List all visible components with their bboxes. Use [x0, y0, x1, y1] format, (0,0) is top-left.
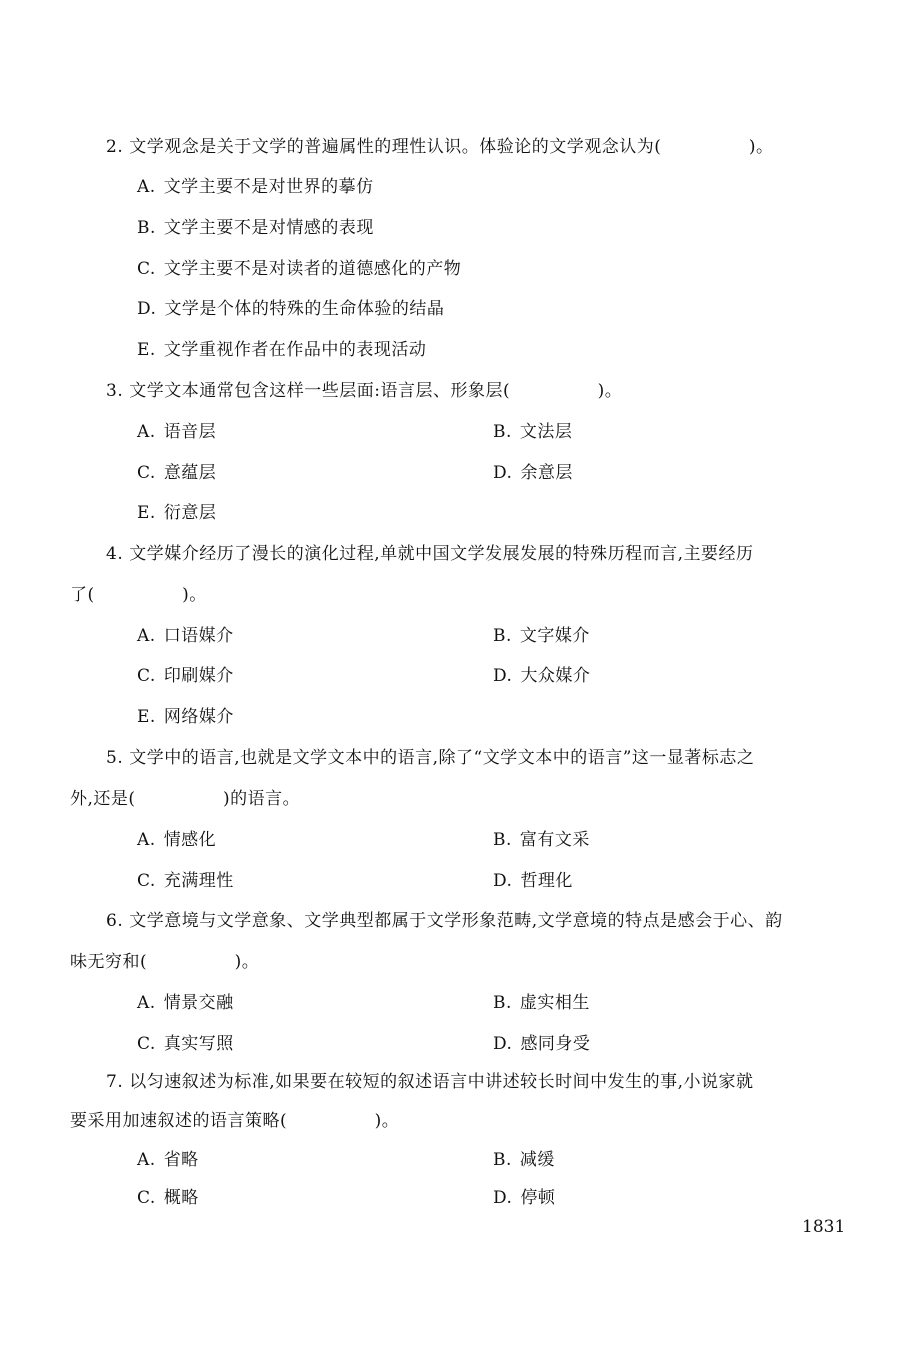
question-text: 文学意境与文学意象、文学典型都属于文学形象范畴,文学意境的特点是感会于心、韵 [129, 911, 783, 931]
option-text: 文学重视作者在作品中的表现活动 [163, 340, 427, 360]
question-5-stem [106, 747, 754, 769]
option-6c [137, 1033, 234, 1055]
option-text: 印刷媒介 [163, 666, 234, 686]
option-3b [493, 421, 572, 443]
option-label: C. [137, 871, 156, 891]
question-number: 5. [106, 748, 124, 768]
option-5a [137, 829, 216, 851]
option-5d [493, 870, 573, 892]
question-5-stem-cont [70, 788, 300, 810]
option-3a [137, 421, 216, 443]
option-text: 概略 [163, 1188, 199, 1208]
question-text: 文学文本通常包含这样一些层面:语言层、形象层( )。 [129, 381, 623, 401]
question-6-stem [106, 910, 783, 932]
option-text: 省略 [163, 1150, 199, 1170]
question-number: 6. [106, 911, 124, 931]
option-label: C. [137, 259, 156, 279]
question-text: 文学媒介经历了漫长的演化过程,单就中国文学发展发展的特殊历程而言,主要经历 [129, 544, 754, 564]
question-text: 味无穷和( )。 [70, 952, 260, 972]
question-3-stem [106, 380, 622, 402]
option-text: 哲理化 [520, 871, 573, 891]
option-text: 文法层 [519, 422, 573, 442]
option-text: 真实写照 [163, 1034, 234, 1054]
option-text: 富有文采 [519, 830, 590, 850]
question-number: 7. [106, 1072, 124, 1092]
option-label: A. [137, 626, 156, 646]
option-2c [137, 258, 461, 280]
option-text: 情景交融 [163, 993, 234, 1013]
question-7-stem-cont [70, 1110, 399, 1132]
option-label: B. [137, 218, 156, 238]
option-6a [137, 992, 234, 1014]
option-label: B. [493, 993, 512, 1013]
option-text: 停顿 [520, 1188, 556, 1208]
option-label: E. [137, 707, 156, 727]
option-label: A. [137, 177, 156, 197]
option-label: E. [137, 503, 156, 523]
option-text: 意蕴层 [163, 463, 217, 483]
option-text: 衍意层 [163, 503, 217, 523]
option-2b [137, 217, 374, 239]
option-text: 感同身受 [520, 1034, 591, 1054]
option-text: 虚实相生 [519, 993, 590, 1013]
question-number: 2. [106, 137, 124, 157]
option-label: B. [493, 422, 512, 442]
option-label: B. [493, 1150, 512, 1170]
option-7d [493, 1187, 555, 1209]
option-3d [493, 462, 573, 484]
question-text: 要采用加速叙述的语言策略( )。 [70, 1111, 400, 1131]
option-text: 文字媒介 [519, 626, 590, 646]
option-label: D. [493, 463, 513, 483]
option-2d [137, 298, 444, 320]
option-label: C. [137, 1034, 156, 1054]
option-text: 口语媒介 [163, 626, 234, 646]
option-label: D. [493, 1188, 513, 1208]
question-7-stem [106, 1071, 754, 1093]
option-text: 文学主要不是对世界的摹仿 [163, 177, 374, 197]
option-label: A. [137, 422, 156, 442]
option-text: 网络媒介 [163, 707, 234, 727]
option-label: E. [137, 340, 156, 360]
option-4a [137, 625, 234, 647]
option-label: C. [137, 666, 156, 686]
option-text: 充满理性 [163, 871, 234, 891]
option-6d [493, 1033, 590, 1055]
question-text: 外,还是( )的语言。 [70, 789, 301, 809]
question-4-stem [106, 543, 754, 565]
option-label: D. [493, 1034, 513, 1054]
option-7a [137, 1149, 199, 1171]
option-text: 文学是个体的特殊的生命体验的结晶 [164, 299, 445, 319]
option-label: B. [493, 626, 512, 646]
option-2e [137, 339, 426, 361]
option-4b [493, 625, 590, 647]
option-text: 余意层 [520, 463, 573, 483]
option-label: D. [137, 299, 157, 319]
option-4c [137, 665, 234, 687]
option-label: C. [137, 1188, 156, 1208]
option-label: B. [493, 830, 512, 850]
option-3e [137, 502, 216, 524]
option-6b [493, 992, 590, 1014]
option-label: A. [137, 993, 156, 1013]
question-text: 以匀速叙述为标准,如果要在较短的叙述语言中讲述较长时间中发生的事,小说家就 [129, 1072, 754, 1092]
option-label: A. [137, 1150, 156, 1170]
option-7c [137, 1187, 199, 1209]
question-number: 4. [106, 544, 124, 564]
question-6-stem-cont [70, 951, 259, 973]
option-4d [493, 665, 590, 687]
question-2-stem [106, 136, 774, 158]
option-2a [137, 176, 374, 198]
option-text: 文学主要不是对读者的道德感化的产物 [163, 259, 462, 279]
option-text: 大众媒介 [520, 666, 591, 686]
page-number: 1831 [802, 1217, 846, 1237]
option-7b [493, 1149, 555, 1171]
question-4-stem-cont [70, 584, 207, 606]
option-text: 情感化 [163, 830, 217, 850]
question-text: 了( )。 [70, 585, 207, 605]
option-text: 语音层 [163, 422, 217, 442]
option-4e [137, 706, 234, 728]
option-label: A. [137, 830, 156, 850]
question-number: 3. [106, 381, 124, 401]
option-5b [493, 829, 590, 851]
question-text: 文学观念是关于文学的普遍属性的理性认识。体验论的文学观念认为( )。 [129, 137, 774, 157]
option-text: 文学主要不是对情感的表现 [163, 218, 374, 238]
option-3c [137, 462, 216, 484]
option-text: 减缓 [519, 1150, 555, 1170]
option-5c [137, 870, 234, 892]
question-text: 文学中的语言,也就是文学文本中的语言,除了“文学文本中的语言”这一显著标志之 [129, 748, 755, 768]
option-label: C. [137, 463, 156, 483]
option-label: D. [493, 666, 513, 686]
option-label: D. [493, 871, 513, 891]
